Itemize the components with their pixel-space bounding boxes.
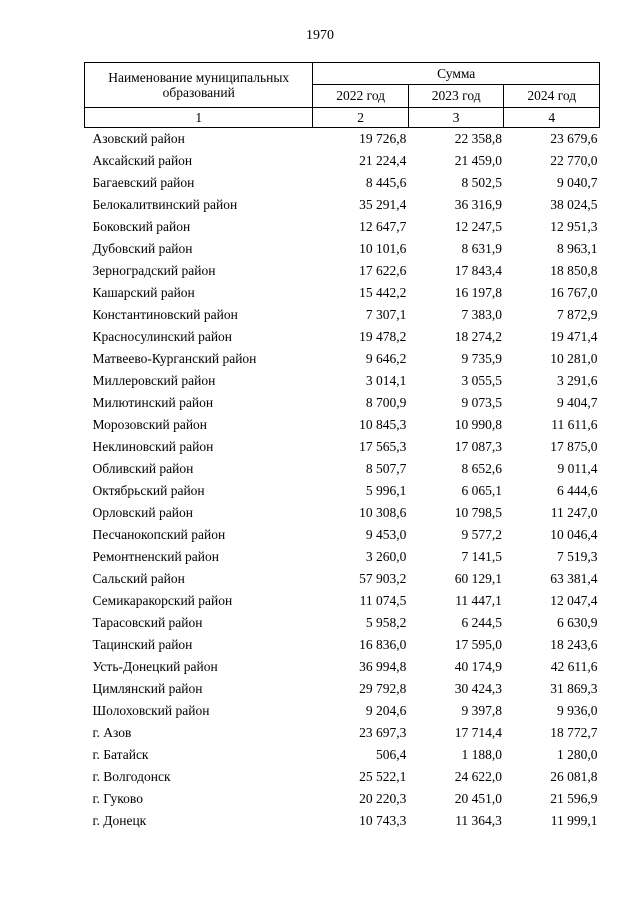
value-2023-cell: 9 577,2 bbox=[461, 527, 502, 542]
municipality-name-cell: Морозовский район bbox=[92, 417, 208, 432]
table-row bbox=[85, 128, 600, 151]
value-2023-cell: 8 631,9 bbox=[461, 241, 502, 256]
value-2022-cell: 10 308,6 bbox=[359, 505, 407, 520]
municipality-name-cell: Матвеево-Курганский район bbox=[92, 351, 257, 366]
table-row bbox=[85, 524, 600, 546]
table-row bbox=[85, 656, 600, 678]
value-2022-cell: 29 792,8 bbox=[359, 681, 407, 696]
value-2023-cell: 18 274,2 bbox=[454, 329, 502, 344]
value-2023-cell: 10 990,8 bbox=[454, 417, 502, 432]
value-2023-cell: 8 502,5 bbox=[461, 175, 502, 190]
value-2024-cell: 21 596,9 bbox=[550, 791, 598, 806]
value-2022-cell: 57 903,2 bbox=[359, 571, 407, 586]
table-row bbox=[85, 458, 600, 480]
value-2024-cell: 22 770,0 bbox=[550, 153, 598, 168]
year-2024-header: 2024 год bbox=[504, 85, 600, 108]
table-row bbox=[85, 414, 600, 436]
municipality-name-cell: Тарасовский район bbox=[92, 615, 203, 630]
value-2022-cell: 17 565,3 bbox=[359, 439, 407, 454]
table-row bbox=[85, 304, 600, 326]
value-2024-cell: 19 471,4 bbox=[550, 329, 598, 344]
value-2023-cell: 16 197,8 bbox=[454, 285, 502, 300]
budget-table bbox=[84, 62, 600, 832]
sum-header: Сумма bbox=[313, 63, 600, 85]
column-number-2: 2 bbox=[313, 108, 409, 128]
table-row bbox=[85, 502, 600, 524]
value-2023-cell: 17 714,4 bbox=[454, 725, 502, 740]
value-2023-cell: 11 447,1 bbox=[455, 593, 502, 608]
value-2023-cell: 36 316,9 bbox=[454, 197, 502, 212]
year-2023-header: 2023 год bbox=[408, 85, 504, 108]
table-row bbox=[85, 722, 600, 744]
value-2024-cell: 42 611,6 bbox=[550, 659, 598, 674]
municipality-name-cell: Белокалитвинский район bbox=[92, 197, 238, 212]
table-row bbox=[85, 260, 600, 282]
value-2024-cell: 10 046,4 bbox=[550, 527, 598, 542]
municipality-name-cell: Октябрьский район bbox=[92, 483, 205, 498]
value-2024-cell: 10 281,0 bbox=[550, 351, 598, 366]
table-row bbox=[85, 766, 600, 788]
value-2023-cell: 21 459,0 bbox=[454, 153, 502, 168]
table-row bbox=[85, 282, 600, 304]
table-row bbox=[85, 348, 600, 370]
table-row bbox=[85, 172, 600, 194]
municipality-name-cell: Семикаракорский район bbox=[92, 593, 233, 608]
table-row bbox=[85, 810, 600, 832]
municipality-name-cell: Багаевский район bbox=[92, 175, 195, 190]
value-2022-cell: 5 996,1 bbox=[365, 483, 407, 498]
value-2022-cell: 9 646,2 bbox=[365, 351, 407, 366]
table-row bbox=[85, 238, 600, 260]
table-row bbox=[85, 150, 600, 172]
table-row bbox=[85, 678, 600, 700]
value-2022-cell: 16 836,0 bbox=[359, 637, 407, 652]
value-2024-cell: 9 936,0 bbox=[557, 703, 598, 718]
value-2024-cell: 8 963,1 bbox=[557, 241, 598, 256]
value-2023-cell: 11 364,3 bbox=[455, 813, 502, 828]
value-2023-cell: 8 652,6 bbox=[461, 461, 502, 476]
municipality-name-cell: Боковский район bbox=[92, 219, 191, 234]
value-2022-cell: 10 743,3 bbox=[359, 813, 407, 828]
municipality-name-cell: Дубовский район bbox=[92, 241, 193, 256]
municipality-name-cell: Неклиновский район bbox=[92, 439, 214, 454]
municipality-name-cell: Шолоховский район bbox=[92, 703, 210, 718]
value-2023-cell: 22 358,8 bbox=[454, 131, 502, 146]
table-row bbox=[85, 370, 600, 392]
value-2023-cell: 24 622,0 bbox=[454, 769, 502, 784]
value-2024-cell: 9 404,7 bbox=[557, 395, 598, 410]
value-2024-cell: 9 040,7 bbox=[557, 175, 598, 190]
table-row bbox=[85, 194, 600, 216]
municipality-name-cell: Миллеровский район bbox=[92, 373, 216, 388]
municipality-name-cell: Цимлянский район bbox=[92, 681, 203, 696]
table-row bbox=[85, 700, 600, 722]
value-2022-cell: 9 453,0 bbox=[365, 527, 407, 542]
value-2024-cell: 16 767,0 bbox=[550, 285, 598, 300]
value-2022-cell: 19 478,2 bbox=[359, 329, 407, 344]
value-2023-cell: 17 843,4 bbox=[454, 263, 502, 278]
municipality-name-cell: Песчанокопский район bbox=[92, 527, 226, 542]
value-2023-cell: 9 735,9 bbox=[461, 351, 502, 366]
value-2022-cell: 20 220,3 bbox=[359, 791, 407, 806]
value-2022-cell: 3 260,0 bbox=[365, 549, 407, 564]
value-2023-cell: 17 087,3 bbox=[454, 439, 502, 454]
municipality-name-cell: Красносулинский район bbox=[92, 329, 233, 344]
table-row bbox=[85, 634, 600, 656]
page-number: 1970 bbox=[306, 28, 334, 43]
municipality-name-cell: Кашарский район bbox=[92, 285, 195, 300]
value-2022-cell: 7 307,1 bbox=[365, 307, 407, 322]
value-2023-cell: 6 244,5 bbox=[461, 615, 502, 630]
municipality-name-cell: Тацинский район bbox=[92, 637, 193, 652]
value-2024-cell: 7 519,3 bbox=[557, 549, 598, 564]
municipality-name-cell: Милютинский район bbox=[92, 395, 214, 410]
value-2023-cell: 9 397,8 bbox=[461, 703, 502, 718]
value-2022-cell: 506,4 bbox=[376, 747, 407, 762]
value-2022-cell: 5 958,2 bbox=[365, 615, 407, 630]
value-2022-cell: 10 101,6 bbox=[359, 241, 407, 256]
table-row bbox=[85, 480, 600, 502]
value-2022-cell: 17 622,6 bbox=[359, 263, 407, 278]
value-2024-cell: 6 444,6 bbox=[557, 483, 598, 498]
value-2022-cell: 11 074,5 bbox=[359, 593, 407, 608]
municipality-name-cell: г. Азов bbox=[92, 725, 132, 740]
value-2022-cell: 3 014,1 bbox=[365, 373, 407, 388]
year-2022-header: 2022 год bbox=[313, 85, 409, 108]
value-2023-cell: 9 073,5 bbox=[461, 395, 502, 410]
value-2024-cell: 18 850,8 bbox=[550, 263, 598, 278]
municipality-name-cell: Ремонтненский район bbox=[92, 549, 219, 564]
table-row bbox=[85, 436, 600, 458]
value-2022-cell: 8 700,9 bbox=[365, 395, 407, 410]
value-2024-cell: 17 875,0 bbox=[550, 439, 598, 454]
municipality-name-cell: Аксайский район bbox=[92, 153, 193, 168]
value-2022-cell: 9 204,6 bbox=[365, 703, 407, 718]
value-2022-cell: 10 845,3 bbox=[359, 417, 407, 432]
municipality-name-cell: Константиновский район bbox=[92, 307, 238, 322]
value-2024-cell: 1 280,0 bbox=[557, 747, 598, 762]
value-2023-cell: 1 188,0 bbox=[461, 747, 502, 762]
municipality-name-cell: Усть-Донецкий район bbox=[92, 659, 218, 674]
value-2024-cell: 11 999,1 bbox=[550, 813, 598, 828]
table-row bbox=[85, 590, 600, 612]
value-2023-cell: 7 383,0 bbox=[461, 307, 502, 322]
value-2023-cell: 60 129,1 bbox=[454, 571, 502, 586]
value-2024-cell: 18 772,7 bbox=[550, 725, 598, 740]
municipality-name-cell: г. Батайск bbox=[92, 747, 149, 762]
value-2022-cell: 36 994,8 bbox=[359, 659, 407, 674]
value-2022-cell: 35 291,4 bbox=[359, 197, 407, 212]
value-2022-cell: 8 445,6 bbox=[365, 175, 407, 190]
value-2024-cell: 12 047,4 bbox=[550, 593, 598, 608]
value-2023-cell: 40 174,9 bbox=[454, 659, 502, 674]
value-2023-cell: 30 424,3 bbox=[454, 681, 502, 696]
value-2024-cell: 12 951,3 bbox=[550, 219, 598, 234]
value-2023-cell: 6 065,1 bbox=[461, 483, 502, 498]
value-2023-cell: 17 595,0 bbox=[454, 637, 502, 652]
value-2024-cell: 38 024,5 bbox=[550, 197, 598, 212]
table-row bbox=[85, 546, 600, 568]
value-2024-cell: 11 247,0 bbox=[550, 505, 598, 520]
value-2022-cell: 21 224,4 bbox=[359, 153, 407, 168]
value-2024-cell: 6 630,9 bbox=[557, 615, 598, 630]
table-row bbox=[85, 326, 600, 348]
municipality-name-cell: Обливский район bbox=[92, 461, 194, 476]
table-body bbox=[85, 128, 600, 833]
value-2023-cell: 7 141,5 bbox=[461, 549, 502, 564]
table-header bbox=[85, 63, 600, 128]
column-number-4: 4 bbox=[504, 108, 600, 128]
table-row bbox=[85, 788, 600, 810]
table-row bbox=[85, 612, 600, 634]
value-2022-cell: 25 522,1 bbox=[359, 769, 407, 784]
value-2024-cell: 26 081,8 bbox=[550, 769, 598, 784]
value-2022-cell: 12 647,7 bbox=[359, 219, 407, 234]
value-2024-cell: 23 679,6 bbox=[550, 131, 598, 146]
column-number-1: 1 bbox=[85, 108, 313, 128]
value-2024-cell: 63 381,4 bbox=[550, 571, 598, 586]
municipality-name-cell: Орловский район bbox=[92, 505, 193, 520]
value-2024-cell: 31 869,3 bbox=[550, 681, 598, 696]
value-2024-cell: 9 011,4 bbox=[557, 461, 598, 476]
value-2022-cell: 15 442,2 bbox=[359, 285, 407, 300]
value-2024-cell: 18 243,6 bbox=[550, 637, 598, 652]
municipality-name-cell: г. Волгодонск bbox=[92, 769, 171, 784]
table-row bbox=[85, 744, 600, 766]
municipality-name-cell: Зерноградский район bbox=[92, 263, 216, 278]
municipality-name-cell: г. Донецк bbox=[92, 813, 147, 828]
municipality-name-header: Наименование муниципальных образований bbox=[85, 63, 313, 108]
value-2023-cell: 12 247,5 bbox=[454, 219, 502, 234]
value-2022-cell: 19 726,8 bbox=[359, 131, 407, 146]
municipality-name-cell: г. Гуково bbox=[92, 791, 143, 806]
table-row bbox=[85, 216, 600, 238]
table-row bbox=[85, 568, 600, 590]
value-2023-cell: 20 451,0 bbox=[454, 791, 502, 806]
value-2024-cell: 3 291,6 bbox=[557, 373, 598, 388]
value-2023-cell: 3 055,5 bbox=[461, 373, 502, 388]
column-number-3: 3 bbox=[408, 108, 504, 128]
municipality-name-cell: Азовский район bbox=[92, 131, 185, 146]
value-2023-cell: 10 798,5 bbox=[454, 505, 502, 520]
value-2024-cell: 11 611,6 bbox=[551, 417, 598, 432]
value-2022-cell: 23 697,3 bbox=[359, 725, 407, 740]
table-row bbox=[85, 392, 600, 414]
value-2024-cell: 7 872,9 bbox=[557, 307, 598, 322]
municipality-name-cell: Сальский район bbox=[92, 571, 185, 586]
value-2022-cell: 8 507,7 bbox=[365, 461, 407, 476]
